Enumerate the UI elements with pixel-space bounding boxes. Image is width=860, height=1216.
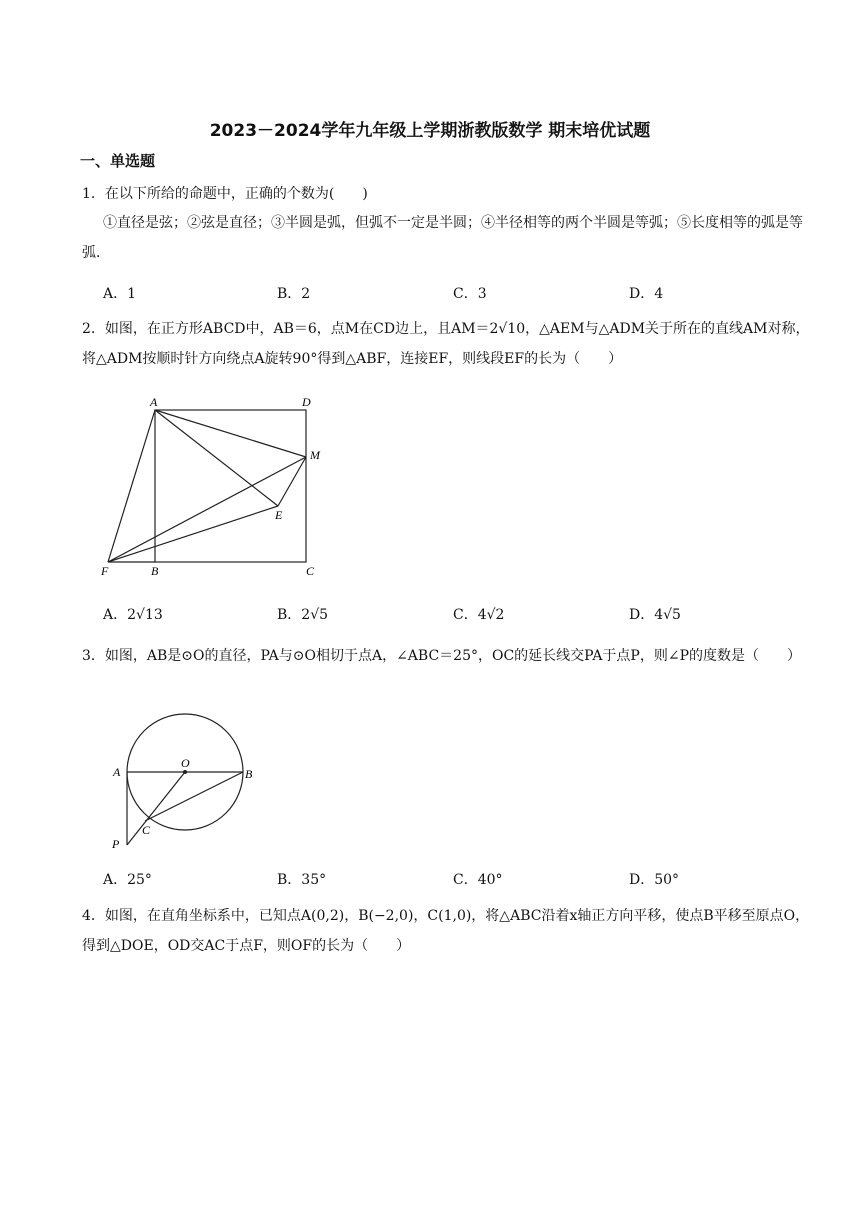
q2-option-b: B．2√5: [277, 607, 329, 623]
square-figure: [95, 390, 335, 580]
q3-option-a: A．25°: [103, 872, 152, 888]
label-p: P: [112, 837, 120, 851]
circle-figure: [105, 705, 265, 855]
question-4-stem: 4．如图，在直角坐标系中，已知点A(0,2)，B(−2,0)，C(1,0)，将△ABC沿着x轴正方向平移，使点B平移至原点O，得到△DOE，OD交AC于点F，则OF的长为（ ）: [82, 908, 810, 954]
label-m: M: [310, 448, 320, 462]
page-title: 2023－2024学年九年级上学期浙教版数学 期末培优试题: [209, 121, 651, 141]
q2-option-a: A．2√13: [103, 607, 163, 623]
question-2-stem: 2．如图，在正方形ABCD中，AB＝6，点M在CD边上，且AM＝2√10，△AEM与△ADM关于所在的直线AM对称，将△ADM按顺时针方向绕点A旋转90°得到△ABF，连接EF，则线段EF的长为（ ）: [82, 321, 810, 367]
q2-option-c: C．4√2: [453, 607, 505, 623]
q3-option-c: C．40°: [453, 872, 503, 888]
label-f: F: [101, 564, 109, 578]
question-3-stem: 3．如图，AB是⊙O的直径，PA与⊙O相切于点A，∠ABC＝25°，OC的延长线交PA于点P，则∠P的度数是（ ）: [82, 648, 801, 664]
label-c: C: [306, 564, 315, 578]
section-heading: 一、单选题: [80, 152, 156, 170]
question-1-stem: 1．在以下所给的命题中，正确的个数为( ): [82, 186, 368, 202]
q2-option-d: D．4√5: [629, 607, 681, 623]
label-o: O: [181, 756, 190, 770]
q1-option-a: A．1: [103, 286, 137, 302]
label-e: E: [275, 508, 283, 522]
label-b: B: [151, 564, 159, 578]
q3-option-b: B．35°: [277, 872, 327, 888]
q1-option-c: C．3: [453, 286, 487, 302]
label-a2: A: [113, 765, 121, 779]
q3-option-d: D．50°: [629, 872, 680, 888]
label-b2: B: [245, 767, 253, 781]
q1-option-d: D．4: [629, 286, 664, 302]
label-c2: C: [142, 823, 151, 837]
question-1-body: ①直径是弦；②弦是直径；③半圆是弧，但弧不一定是半圆；④半径相等的两个半圆是等弧；⑤长度相等的弧是等弧．: [82, 215, 803, 261]
q1-option-b: B．2: [277, 286, 311, 302]
label-d: D: [302, 395, 311, 409]
label-a: A: [150, 395, 158, 409]
